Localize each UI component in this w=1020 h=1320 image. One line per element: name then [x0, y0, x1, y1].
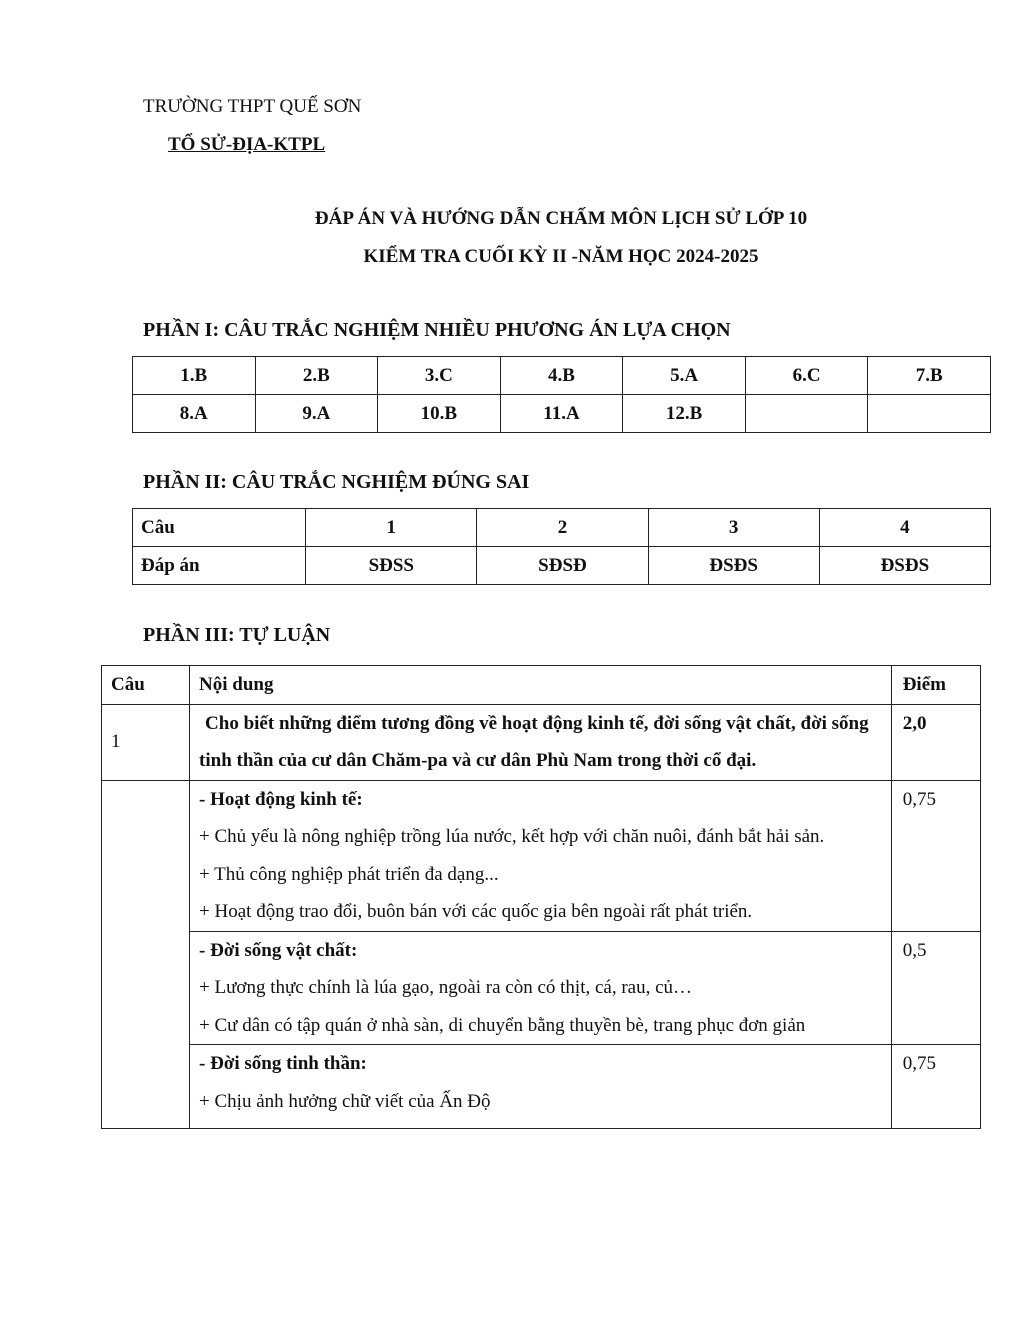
- answer-cell: 11.A: [500, 395, 623, 433]
- table-row: [102, 1045, 981, 1129]
- answer-cell: 3.C: [378, 357, 501, 395]
- table-row: [102, 704, 981, 780]
- question-prompt: [190, 704, 892, 780]
- answer-cell: [745, 395, 868, 433]
- column-header-score: Điểm: [891, 666, 980, 705]
- grading-line: + Cư dân có tập quán ở nhà sàn, di chuyển bằng thuyền bè, trang phục đơn giản: [199, 1014, 806, 1036]
- grading-item-title: - Đời sống tinh thần:: [199, 1053, 367, 1074]
- answer-cell: SĐSĐ: [477, 547, 648, 585]
- answer-cell: [868, 395, 991, 433]
- column-header-question: Câu: [102, 666, 190, 705]
- grading-item-title: - Hoạt động kinh tế:: [199, 788, 363, 810]
- table-row: [133, 395, 991, 433]
- document-title: ĐÁP ÁN VÀ HƯỚNG DẪN CHẤM MÔN LỊCH SỬ LỚP 10: [314, 208, 808, 229]
- question-number: 3: [648, 509, 819, 547]
- part2-answer-table: [132, 508, 991, 585]
- grading-line: + Hoạt động trao đổi, buôn bán với các quốc gia bên ngoài rất phát triển.: [199, 901, 753, 922]
- document-subtitle: KIỂM TRA CUỐI KỲ II -NĂM HỌC 2024-2025: [363, 246, 759, 267]
- answer-cell: 4.B: [500, 357, 623, 395]
- grading-line: + Chủ yếu là nông nghiệp trồng lúa nước, kết hợp với chăn nuôi, đánh bắt hải sản.: [199, 826, 825, 847]
- question-prompt-text: Cho biết những điểm tương đồng về hoạt động kinh tế, đời sống vật chất, đời sống tinh thần của cư dân Chăm-pa và cư dân Phù Nam trong thời cổ đại.: [199, 712, 869, 771]
- grading-item-title: - Đời sống vật chất:: [199, 939, 358, 961]
- grading-item-score: 0,75: [891, 1045, 980, 1129]
- grading-item-score: 0,5: [891, 931, 980, 1045]
- question-number: 2: [477, 509, 648, 547]
- grading-item-score: 0,75: [891, 780, 980, 931]
- part2-heading: PHẦN II: CÂU TRẮC NGHIỆM ĐÚNG SAI: [143, 471, 530, 493]
- grading-item: [190, 931, 892, 1045]
- answer-cell: ĐSĐS: [819, 547, 990, 585]
- part3-essay-table: [101, 665, 981, 1129]
- grading-line: + Thủ công nghiệp phát triển đa dạng...: [199, 863, 499, 885]
- column-header-content: Nội dung: [190, 666, 892, 705]
- part3-heading: PHẦN III: TỰ LUẬN: [143, 624, 331, 646]
- question-number: 1: [102, 704, 190, 780]
- answer-cell: 12.B: [623, 395, 746, 433]
- answer-cell: ĐSĐS: [648, 547, 819, 585]
- part1-answer-table: [132, 356, 991, 433]
- grading-line: + Lương thực chính là lúa gạo, ngoài ra còn có thịt, cá, rau, củ…: [199, 977, 693, 998]
- question-number: 4: [819, 509, 990, 547]
- school-name: TRƯỜNG THPT QUẾ SƠN: [143, 96, 362, 117]
- table-row: [102, 931, 981, 1045]
- answer-cell: SĐSS: [306, 547, 477, 585]
- table-row: [102, 780, 981, 931]
- answer-cell: 5.A: [623, 357, 746, 395]
- answer-cell: 2.B: [255, 357, 378, 395]
- table-header-row: [102, 666, 981, 705]
- empty-cell: [102, 780, 190, 1129]
- grading-item: [190, 1045, 892, 1129]
- department-name: TỔ SỬ-ĐỊA-KTPL: [168, 134, 326, 155]
- row-label: Câu: [133, 509, 306, 547]
- answer-cell: 10.B: [378, 395, 501, 433]
- answer-cell: 7.B: [868, 357, 991, 395]
- answer-cell: 1.B: [133, 357, 256, 395]
- table-row: [133, 357, 991, 395]
- question-score: 2,0: [891, 704, 980, 780]
- table-row: [133, 547, 991, 585]
- answer-cell: 8.A: [133, 395, 256, 433]
- grading-item: [190, 780, 892, 931]
- answer-cell: 6.C: [745, 357, 868, 395]
- row-label: Đáp án: [133, 547, 306, 585]
- table-row: [133, 509, 991, 547]
- part1-heading: PHẦN I: CÂU TRẮC NGHIỆM NHIỀU PHƯƠNG ÁN LỰA CHỌN: [143, 319, 731, 341]
- question-number: 1: [306, 509, 477, 547]
- grading-line: + Chịu ảnh hưởng chữ viết của Ấn Độ: [199, 1090, 491, 1112]
- answer-cell: 9.A: [255, 395, 378, 433]
